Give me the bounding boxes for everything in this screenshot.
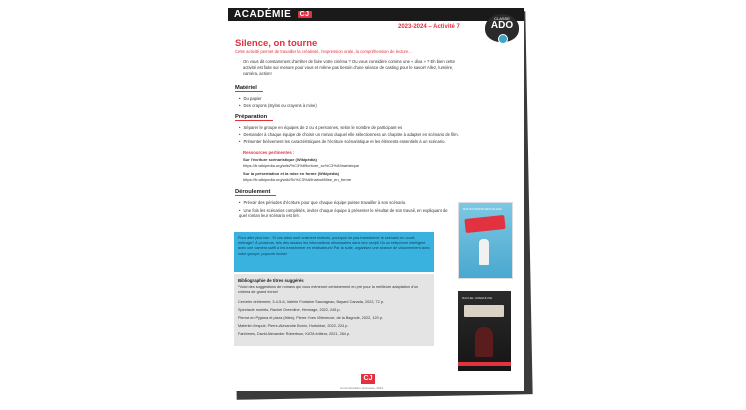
badge-dot-icon xyxy=(498,34,508,44)
level-label: ADO xyxy=(490,20,514,31)
book-cover-2-author: RACHEL GREENLINE xyxy=(462,296,493,300)
doc-intro: On vous dit constamment d'arrêter de faire votre cinéma ? Ou vous considère comme une « diva » ? Eh bien cette activité est faite sur mesure pour vous et même pas besoin d'une séance de casting pour le savoir! Allez, lumière, caméra, action! xyxy=(243,59,455,76)
level-badge xyxy=(485,14,519,42)
brand-name: ACADÉMIE xyxy=(234,9,292,20)
book-cover-1-title-block xyxy=(464,215,505,233)
book-cover-1 xyxy=(458,202,513,279)
preparation-item: • Présenter brièvement les caractéristiques de l'écriture scénaristique et les éléments essentiels à un scénario. xyxy=(239,139,446,144)
book-cover-2 xyxy=(458,291,511,371)
bibliography-item: Pierrot en Pyjama et pizza (frites), Pierre-Yves Villeneuve, de la Bagnole, 2022, 120 p. xyxy=(238,316,383,320)
bibliography-item: Cerveler drôlement, 3-4-5-6, Valérie Fontaine Sauvageau, Bayard Canada, 2022, 72 p. xyxy=(238,300,384,304)
section-preparation-heading: Préparation xyxy=(235,114,273,121)
doc-title: Silence, on tourne xyxy=(235,38,318,49)
activity-sheet xyxy=(228,8,524,391)
doc-subtitle: Cette activité permet de travailler la créativité, l'expression orale, la compréhension de lecture... xyxy=(235,49,412,54)
resource-label: Sur la présentation et la mise en forme (Wikipédia) xyxy=(243,171,339,176)
bibliography-item: Spectacle mortels, Rachel Greenline, Hermage, 2022, 245 p. xyxy=(238,308,341,312)
footer-text: Communication-Jeunesse, 2023 xyxy=(340,386,384,390)
level-small-label: CLASSE xyxy=(494,16,510,21)
deroulement-item: • Prévoir des périodes d'écriture pour que chaque équipe puisse travailler à son scénario. xyxy=(239,200,449,205)
book-cover-1-author: NOUS ÉTIONS DES FILLES xyxy=(463,207,502,211)
preparation-item: • Demander à chaque équipe de choisir un roman duquel elle sélectionnera un chapitre à adapter en scénario de film. xyxy=(239,132,459,137)
resource-link[interactable]: https://fr.wikipedia.org/wiki/%C3%89criture_sc%C3%A9naristique xyxy=(243,163,360,168)
book-cover-2-title-block xyxy=(464,305,504,317)
book-cover-2-figure xyxy=(475,327,493,357)
bibliography-item: Fantômes, David Alexander Robertson, KATA éditeur, 2021, 264 p. xyxy=(238,332,351,336)
brand xyxy=(234,9,312,20)
bibliography-item: Matériel d'espoir, Pierre-Alexandre Bonin, Hurtubise, 2022, 224 p. xyxy=(238,324,349,328)
materiel-item: • Du papier xyxy=(239,96,262,101)
book-cover-1-figure xyxy=(479,239,489,265)
header-bar xyxy=(228,8,524,21)
section-deroulement-heading: Déroulement xyxy=(235,189,276,196)
materiel-item: • Des crayons (stylos ou crayons à mine) xyxy=(239,103,317,108)
book-cover-2-band xyxy=(458,362,511,366)
brand-logo: CJ xyxy=(299,11,310,18)
further-text: Pour aller plus loin : Si vos ados sont vraiment motivés, pourquoi ne pas transformer le scénario en court-métrage? À plusieurs, tels des studios les informations nécessaires dans leur script! Ou un téléphone intelligent avec une caméra suffit à les transformer en réalisateurs! Par la suite, organisez une séance de visionnement avec votre groupe, popcorn inclus! xyxy=(238,236,430,256)
bibliography-box xyxy=(234,274,434,346)
further-box xyxy=(234,232,434,272)
resource-link[interactable]: https://fr.wikipedia.org/wiki/Sc%C3%A9nario#Mise_en_forme xyxy=(243,177,352,182)
resource-label: Sur l'écriture scénaristique (Wikipédia) xyxy=(243,157,317,162)
year-activity: 2023-2024 – Activité 7 xyxy=(398,24,460,30)
preparation-item: • Séparer le groupe en équipes de 2 ou 4 personnes, selon le nombre de participant·es xyxy=(239,125,402,130)
deroulement-item: • Une fois les scénarios complétés, inviter chaque équipe à présenter le résultat de son travail, en expliquant de quel roman leur scénario est tiré. xyxy=(239,208,449,218)
section-materiel-heading: Matériel xyxy=(235,85,263,92)
footer-logo: CJ xyxy=(361,374,375,384)
bibliography-title: Bibliographie de titres suggérés xyxy=(238,278,304,283)
resources-heading: Ressources pertinentes : xyxy=(243,150,295,155)
bibliography-note: *Voici des suggestions de romans qui vous mèneront certainement en pré pour la meilleure adaptation d'un cinéma de grand écran! xyxy=(238,285,419,294)
